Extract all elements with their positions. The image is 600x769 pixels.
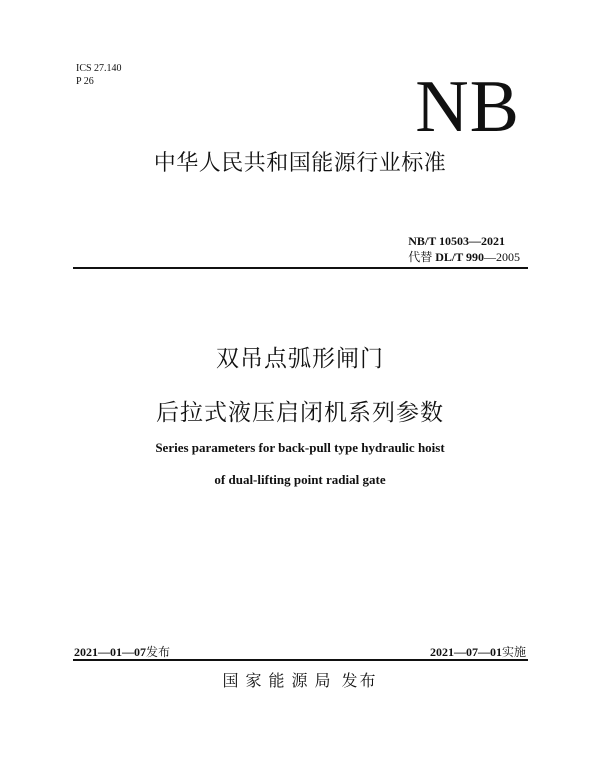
standard-number: NB/T 10503—2021 <box>408 234 505 248</box>
implementation-date <box>430 643 526 660</box>
ccs-code: P 26 <box>76 76 94 87</box>
top-divider <box>73 267 528 269</box>
bottom-divider <box>73 659 528 661</box>
ics-code: ICS 27.140 <box>76 63 122 74</box>
issue-date <box>74 643 170 660</box>
replaces-standard <box>408 249 520 265</box>
title-en-line2: of dual-lifting point radial gate <box>214 472 386 487</box>
issue-date-label: 发布 <box>146 645 171 659</box>
title-cn-line2: 后拉式液压启闭机系列参数 <box>156 400 444 426</box>
issuing-authority <box>0 668 600 691</box>
issuer-action: 发布 <box>341 671 378 690</box>
issuer-org: 国家能源局 <box>222 671 338 690</box>
title-cn-line1: 双吊点弧形闸门 <box>216 346 384 372</box>
replaces-prefix: 代替 <box>408 250 436 264</box>
implementation-date-value: 2021—07—01 <box>429 645 502 659</box>
standard-number-block <box>408 233 520 265</box>
classification-codes <box>76 62 122 88</box>
replaces-year: —2005 <box>484 250 520 264</box>
replaces-number: DL/T 990 <box>435 250 484 264</box>
standard-category: 中华人民共和国能源行业标准 <box>153 151 447 176</box>
title-en-line1: Series parameters for back-pull type hydraulic hoist <box>155 440 445 455</box>
nb-logo: NB <box>415 66 520 148</box>
implementation-date-label: 实施 <box>501 645 526 659</box>
issue-date-value: 2021—01—07 <box>74 645 146 659</box>
